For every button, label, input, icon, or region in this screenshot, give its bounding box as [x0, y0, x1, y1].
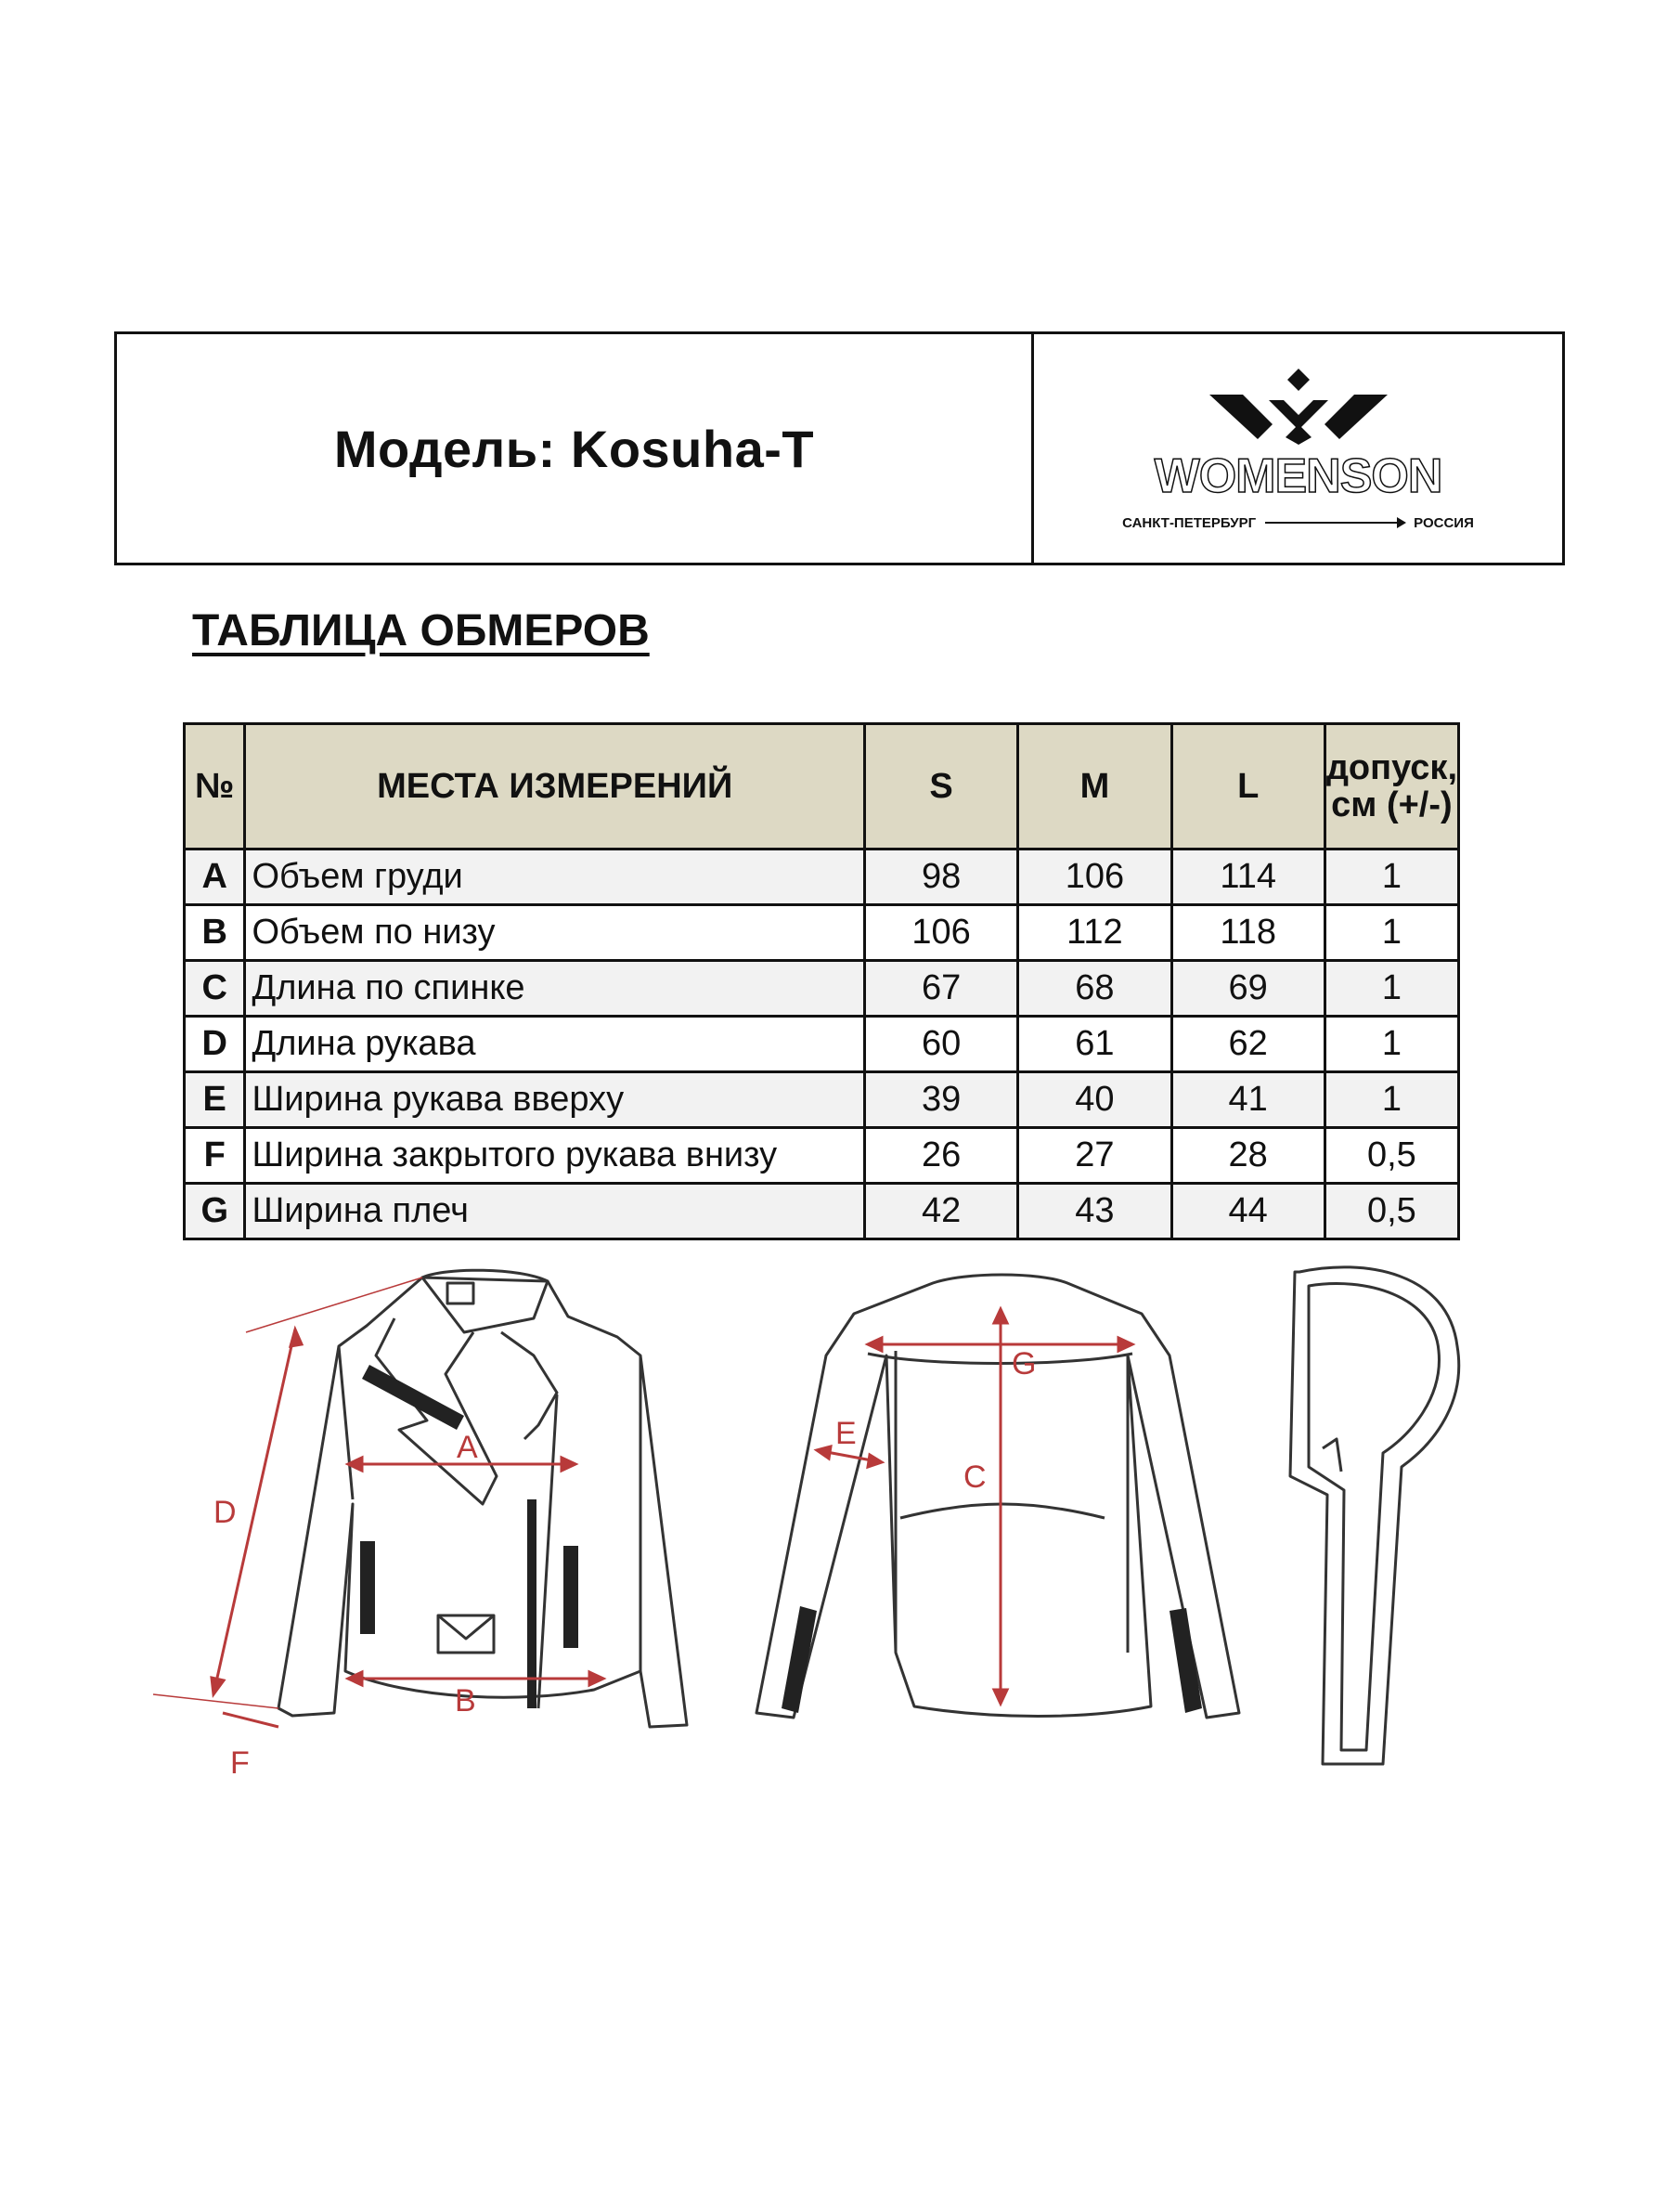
row-name: Ширина закрытого рукава внизу	[245, 1128, 864, 1184]
measure-label-c: C	[963, 1459, 987, 1495]
measure-label-a: A	[457, 1430, 478, 1465]
col-header-l: L	[1171, 724, 1325, 850]
tolerance-line2: см (+/-)	[1331, 785, 1453, 824]
brand-city: САНКТ-ПЕТЕРБУРГ	[1122, 514, 1257, 531]
col-header-name: МЕСТА ИЗМЕРЕНИЙ	[245, 724, 864, 850]
measure-label-g: G	[1012, 1346, 1037, 1381]
table-row	[185, 1017, 1459, 1072]
row-tolerance: 1	[1325, 961, 1458, 1017]
section-title: ТАБЛИЦА ОБМЕРОВ	[192, 606, 650, 655]
table-row	[185, 905, 1459, 961]
row-letter: B	[185, 905, 245, 961]
row-size-m: 68	[1018, 961, 1171, 1017]
brand-location	[1122, 515, 1474, 531]
row-tolerance: 0,5	[1325, 1184, 1458, 1239]
brand-cell	[1034, 334, 1562, 563]
row-size-l: 41	[1171, 1072, 1325, 1128]
row-size-l: 69	[1171, 961, 1325, 1017]
row-letter: F	[185, 1128, 245, 1184]
row-tolerance: 1	[1325, 905, 1458, 961]
col-header-s: S	[864, 724, 1017, 850]
table-row	[185, 1128, 1459, 1184]
model-title-cell	[117, 334, 1034, 563]
row-size-s: 26	[864, 1128, 1017, 1184]
row-size-s: 106	[864, 905, 1017, 961]
jacket-back-zippers	[782, 1606, 1202, 1713]
jacket-front-zippers	[360, 1365, 578, 1708]
row-size-l: 118	[1171, 905, 1325, 961]
jacket-front-drawing	[278, 1270, 687, 1727]
table-header-row	[185, 724, 1459, 850]
row-size-m: 40	[1018, 1072, 1171, 1128]
table-row	[185, 850, 1459, 905]
col-header-tolerance	[1325, 724, 1458, 850]
table-row	[185, 1072, 1459, 1128]
arrow-right-icon	[1265, 522, 1404, 524]
jacket-back-drawing	[756, 1275, 1239, 1718]
measure-label-b: B	[455, 1683, 476, 1719]
table-row	[185, 961, 1459, 1017]
row-size-l: 62	[1171, 1017, 1325, 1072]
row-size-m: 112	[1018, 905, 1171, 961]
row-tolerance: 1	[1325, 1072, 1458, 1128]
row-tolerance: 0,5	[1325, 1128, 1458, 1184]
row-tolerance: 1	[1325, 1017, 1458, 1072]
tolerance-line1: допуск,	[1325, 748, 1457, 787]
row-size-s: 39	[864, 1072, 1017, 1128]
row-name: Длина рукава	[245, 1017, 864, 1072]
row-tolerance: 1	[1325, 850, 1458, 905]
row-size-m: 27	[1018, 1128, 1171, 1184]
row-size-l: 28	[1171, 1128, 1325, 1184]
row-size-s: 60	[864, 1017, 1017, 1072]
row-size-m: 61	[1018, 1017, 1171, 1072]
row-letter: C	[185, 961, 245, 1017]
row-size-m: 106	[1018, 850, 1171, 905]
table-row	[185, 1184, 1459, 1239]
model-header-box	[114, 331, 1565, 565]
brand-country: РОССИЯ	[1414, 514, 1474, 531]
hood-side-drawing	[1290, 1267, 1459, 1764]
row-size-s: 42	[864, 1184, 1017, 1239]
measure-label-f: F	[230, 1745, 250, 1781]
row-name: Объем груди	[245, 850, 864, 905]
jacket-technical-sketch	[0, 1244, 1680, 1801]
row-name: Ширина плеч	[245, 1184, 864, 1239]
col-header-m: M	[1018, 724, 1171, 850]
col-header-num: №	[185, 724, 245, 850]
measure-label-d: D	[213, 1495, 237, 1530]
row-size-s: 98	[864, 850, 1017, 905]
row-size-l: 114	[1171, 850, 1325, 905]
row-size-s: 67	[864, 961, 1017, 1017]
row-letter: A	[185, 850, 245, 905]
row-name: Ширина рукава вверху	[245, 1072, 864, 1128]
model-title: Модель: Kosuha-T	[333, 419, 815, 478]
row-name: Длина по спинке	[245, 961, 864, 1017]
womenson-crown-logo-icon	[1206, 367, 1391, 445]
row-size-m: 43	[1018, 1184, 1171, 1239]
measurements-table	[183, 722, 1460, 1240]
measure-label-e: E	[835, 1416, 857, 1451]
row-letter: G	[185, 1184, 245, 1239]
row-size-l: 44	[1171, 1184, 1325, 1239]
brand-name: WOMENSON	[1154, 448, 1442, 503]
row-name: Объем по низу	[245, 905, 864, 961]
row-letter: D	[185, 1017, 245, 1072]
row-letter: E	[185, 1072, 245, 1128]
